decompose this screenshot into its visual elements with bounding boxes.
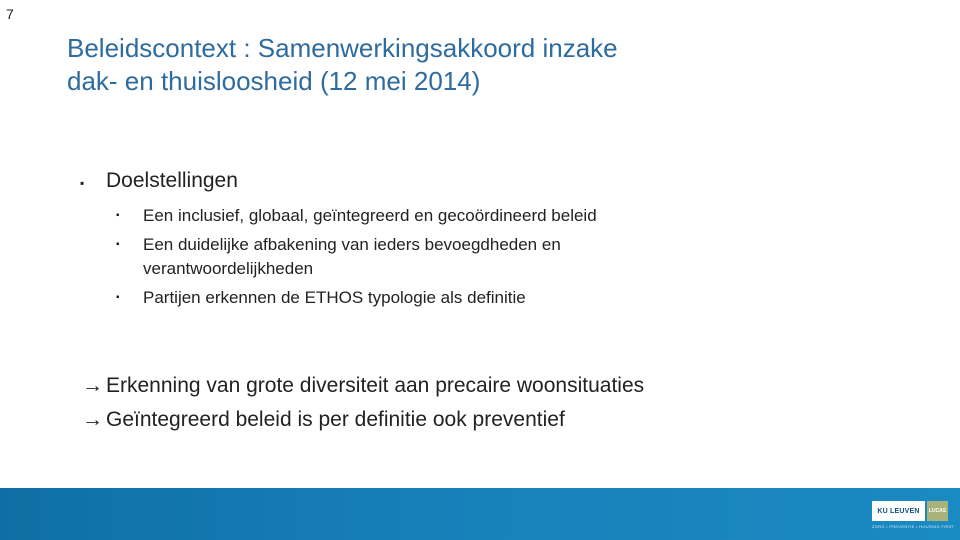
arrow-right-icon: →	[82, 374, 103, 397]
slide-number: 7	[6, 6, 14, 22]
conclusion-item	[82, 403, 644, 437]
logo-side-text: LUCAS	[927, 501, 948, 521]
bullet-heading-text: Doelstellingen	[106, 169, 238, 192]
square-bullet-icon: ▪	[116, 210, 120, 221]
goal-list	[116, 204, 840, 310]
list-item	[116, 286, 840, 310]
list-item-text: Partijen erkennen de ETHOS typologie als definitie	[143, 288, 526, 307]
conclusion-text: Erkenning van grote diversiteit aan precaire woonsituaties	[106, 374, 645, 397]
square-bullet-icon: ▪	[116, 292, 120, 303]
conclusion-text: Geïntegreerd beleid is per definitie ook preventief	[106, 408, 565, 431]
square-bullet-icon: ▪	[80, 176, 85, 190]
footer-bar	[0, 488, 960, 540]
slide-title	[67, 32, 887, 98]
list-item	[116, 233, 840, 281]
slide-title-line-2: dak- en thuisloosheid (12 mei 2014)	[67, 66, 481, 96]
ku-leuven-logo	[872, 501, 955, 529]
bullet-heading	[80, 168, 840, 196]
logo-main-text: KU LEUVEN	[872, 501, 925, 521]
arrow-right-icon: →	[82, 408, 103, 431]
list-item-text: Een duidelijke afbakening van ieders bevoegdheden en verantwoordelijkheden	[143, 235, 561, 278]
list-item-text: Een inclusief, globaal, geïntegreerd en gecoördineerd beleid	[143, 206, 597, 225]
conclusion-list	[82, 369, 644, 437]
bullet-content	[80, 168, 840, 315]
conclusion-item	[82, 369, 644, 403]
slide-title-line-1: Beleidscontext : Samenwerkingsakkoord inzake	[67, 33, 618, 63]
logo-subtitle: ZORG • PREVENTIE • HOUSING FIRST	[872, 524, 955, 529]
square-bullet-icon: ▪	[116, 239, 120, 250]
list-item	[116, 204, 840, 228]
